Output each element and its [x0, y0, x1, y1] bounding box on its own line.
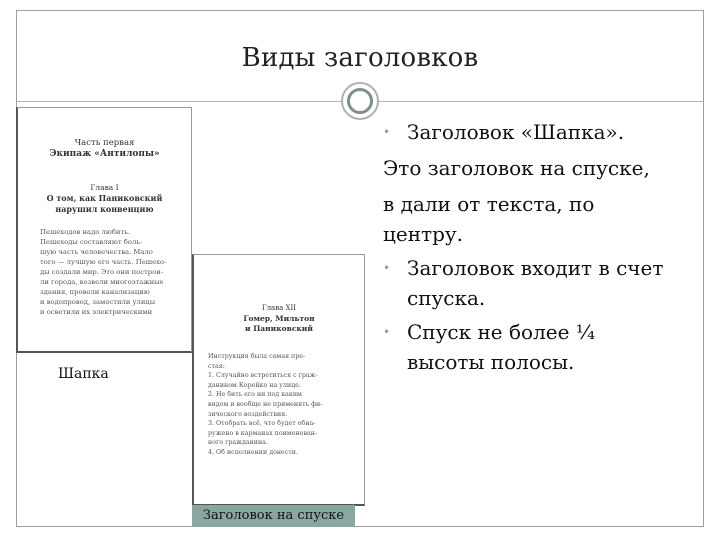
page2-body [208, 352, 354, 458]
page1-line: ли города, возвели многоэтажные [40, 278, 164, 286]
page2-line: 1. Случайно встретиться с граж- [208, 372, 318, 380]
page2-line: ружено в карманах поименован- [208, 429, 318, 437]
bullet-text-cont: высоты полосы. [407, 350, 575, 374]
page1-chapter: Глава I [90, 183, 119, 192]
bullet-icon: • [383, 325, 391, 339]
caption-spusk: Заголовок на спуске [192, 505, 355, 527]
text-line: центру. [383, 222, 464, 246]
bullet-item [383, 317, 703, 347]
page2-chapter: Глава XII [261, 304, 297, 312]
page2-line: зического воздействия. [208, 410, 288, 418]
page1-line: того — лучшую его часть. Пешехо- [40, 258, 167, 266]
page1-line: и осветили их электрическими [40, 308, 153, 316]
bullet-icon: • [383, 261, 391, 275]
bullet-list [383, 117, 703, 377]
text-line: в дали от текста, по [383, 192, 595, 216]
page2-line: ного гражданина. [208, 439, 268, 447]
circle-ornament-icon [341, 82, 379, 120]
bullet-item [383, 253, 703, 283]
page1-chapter-title-1: О том, как Паниковский [46, 193, 163, 203]
page1-part: Часть первая [74, 138, 135, 148]
bullet-icon: • [383, 125, 391, 139]
page1-line: шую часть человечества. Мало [40, 248, 153, 256]
text-line: Это заголовок на спуске, [383, 156, 650, 180]
page2-line: видом и вообще не применять фи- [208, 400, 323, 408]
bullet-text: Заголовок входит в счет [407, 256, 664, 280]
bullet-text: Спуск не более ¼ [407, 320, 596, 344]
page2-line: Инструкция была самая пре- [208, 353, 306, 360]
bullet-text-cont: спуска. [407, 286, 486, 310]
page2-line: данином Корейко на улице. [208, 381, 301, 389]
page2-line: 3. Отобрать всё, что будет обна- [208, 420, 316, 428]
page1-line: Пешеходы составляют боль- [40, 238, 143, 246]
page1-body [40, 227, 181, 317]
caption-shapka: Шапка [58, 366, 109, 382]
page2-chapter-title-2: и Паниковский [245, 324, 313, 333]
page2-line: 4. Об исполнении донести. [208, 448, 298, 456]
bullet-text: Заголовок «Шапка». [407, 120, 625, 144]
page1-line: Пешеходов надо любить. [40, 228, 130, 236]
slide-title: Виды заголовков [241, 43, 479, 73]
page1-chapter-title-2: нарушил конвенцию [55, 204, 154, 214]
bullet-item [383, 117, 703, 147]
book-page-spusk [192, 254, 365, 506]
page1-line: здания, провели канализацию [40, 288, 150, 296]
page2-chapter-title-1: Гомер, Мильтон [243, 314, 315, 323]
page1-book-title: Экипаж «Антилопы» [49, 149, 160, 159]
page1-line: ды создали мир. Это они построи- [40, 268, 164, 276]
page2-line: стая: [208, 362, 225, 370]
book-page-shapka [16, 107, 192, 353]
page1-line: и водопровод, замостили улицы [40, 298, 156, 306]
page2-line: 2. Не бить его ни под каким [208, 391, 302, 399]
